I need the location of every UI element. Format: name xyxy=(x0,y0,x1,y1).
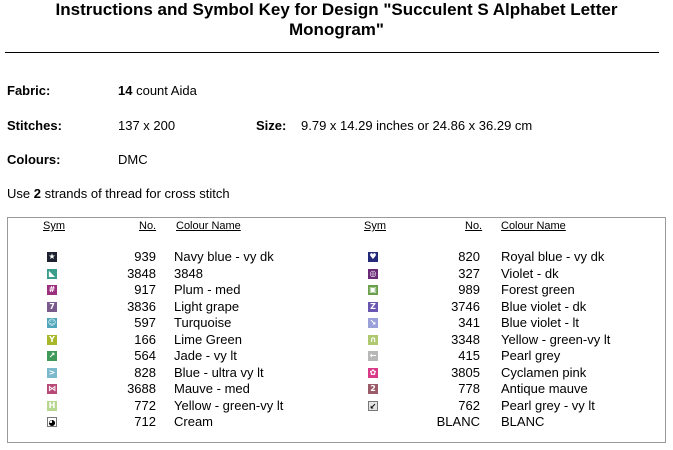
dmc-number-right: 3746 xyxy=(451,298,480,314)
dmc-number-left: 564 xyxy=(134,348,156,363)
header-name-right: Colour Name xyxy=(501,220,566,232)
symbol-swatch-right: ↙ xyxy=(369,401,377,411)
symbol-swatch-right: ∩ xyxy=(369,334,377,344)
symbol-swatch-left: > xyxy=(48,367,56,377)
colour-name-left: Cream xyxy=(174,414,214,429)
colour-name-right: Forest green xyxy=(501,282,575,297)
dmc-number-left: 828 xyxy=(134,364,156,380)
colour-name-right: Pearl grey xyxy=(501,348,561,363)
symbol-swatch-right: ✿ xyxy=(369,367,377,377)
colour-name-left: Light grape xyxy=(174,298,240,314)
dmc-number-right: 3805 xyxy=(451,364,480,380)
symbol-swatch-left: Y xyxy=(47,335,57,345)
dmc-number-left: 3688 xyxy=(127,381,156,396)
symbol-swatch-right: 2 xyxy=(368,384,378,394)
symbol-swatch-left: ◣ xyxy=(48,268,56,278)
colour-name-left: 3848 xyxy=(174,265,203,281)
colour-name-right: BLANC xyxy=(501,414,545,429)
dmc-number-right: 778 xyxy=(458,381,480,396)
symbol-swatch-left: ⋈ xyxy=(48,384,56,393)
symbol-swatch-left: ↗ xyxy=(48,351,56,360)
colour-name-left: Plum - med xyxy=(174,282,241,297)
dmc-number-left: 712 xyxy=(134,414,156,429)
dmc-number-right: 3348 xyxy=(451,331,480,347)
colour-name-left: Blue - ultra vy lt xyxy=(174,364,264,380)
dmc-number-right: 820 xyxy=(458,249,480,264)
symbol-swatch-right: ← xyxy=(369,351,377,360)
size-label: Size: xyxy=(256,118,287,133)
symbol-swatch-left: 7 xyxy=(47,302,57,312)
dmc-number-left: 939 xyxy=(134,249,156,264)
colour-name-right: Antique mauve xyxy=(501,381,588,396)
dmc-number-left: 3836 xyxy=(127,298,156,314)
colour-name-right: Cyclamen pink xyxy=(501,364,587,380)
symbol-swatch-right: Z xyxy=(368,302,378,312)
symbol-swatch-right: ♥ xyxy=(369,252,377,261)
colour-name-left: Jade - vy lt xyxy=(174,348,237,363)
symbol-swatch-right: ◎ xyxy=(369,268,377,278)
colours-value: DMC xyxy=(118,152,148,167)
colour-name-left: Mauve - med xyxy=(174,381,250,396)
header-sym-right: Sym xyxy=(364,220,386,232)
title-line-2: Monogram" xyxy=(289,20,384,39)
stitches-label: Stitches: xyxy=(7,118,62,133)
symbol-swatch-left: ★ xyxy=(48,252,56,261)
size-value: 9.79 x 14.29 inches or 24.86 x 36.29 cm xyxy=(301,118,533,133)
fabric-label: Fabric: xyxy=(7,83,51,98)
colour-name-left: Lime Green xyxy=(174,331,242,347)
symbol-swatch-left: ☺ xyxy=(47,318,57,327)
colour-name-left: Yellow - green-vy lt xyxy=(174,397,284,413)
dmc-number-right: 327 xyxy=(458,265,480,281)
symbol-swatch-left: H xyxy=(48,400,56,410)
title-divider xyxy=(5,52,659,53)
colour-name-right: Yellow - green-vy lt xyxy=(501,331,611,347)
symbol-swatch-left: ◕ xyxy=(48,418,56,427)
colour-name-left: Turquoise xyxy=(174,315,232,330)
header-no-left: No. xyxy=(139,220,157,232)
colours-label: Colours: xyxy=(7,152,61,167)
strands-instruction: Use 2 strands of thread for cross stitch xyxy=(7,186,230,201)
dmc-number-right: 341 xyxy=(458,315,480,330)
colour-name-right: Royal blue - vy dk xyxy=(501,249,605,264)
stitches-value: 137 x 200 xyxy=(118,118,176,133)
dmc-number-left: 166 xyxy=(134,331,156,347)
header-no-right: No. xyxy=(465,220,483,232)
header-name-left: Colour Name xyxy=(176,220,241,232)
dmc-number-right: 762 xyxy=(458,397,480,413)
dmc-number-right: 415 xyxy=(458,348,480,363)
symbol-swatch-right: ↘ xyxy=(369,318,377,327)
colour-name-left: Navy blue - vy dk xyxy=(174,249,274,264)
dmc-number-left: 597 xyxy=(134,315,156,330)
header-sym-left: Sym xyxy=(43,220,65,232)
title-line-1: Instructions and Symbol Key for Design "Succulent S Alphabet Letter xyxy=(55,0,618,19)
fabric-value: 14 count Aida xyxy=(118,83,197,98)
dmc-number-left: 3848 xyxy=(127,265,156,281)
page-title xyxy=(0,0,673,40)
dmc-number-left: 772 xyxy=(134,397,156,413)
colour-name-right: Blue violet - lt xyxy=(501,315,580,330)
symbol-swatch-left: # xyxy=(48,285,56,294)
colour-name-right: Violet - dk xyxy=(501,265,559,281)
symbol-swatch-right: ▣ xyxy=(369,285,377,294)
dmc-number-right: BLANC xyxy=(436,414,480,429)
colour-name-right: Pearl grey - vy lt xyxy=(501,397,595,413)
colour-name-right: Blue violet - dk xyxy=(501,298,587,314)
dmc-number-left: 917 xyxy=(134,282,156,297)
dmc-number-right: 989 xyxy=(458,282,480,297)
